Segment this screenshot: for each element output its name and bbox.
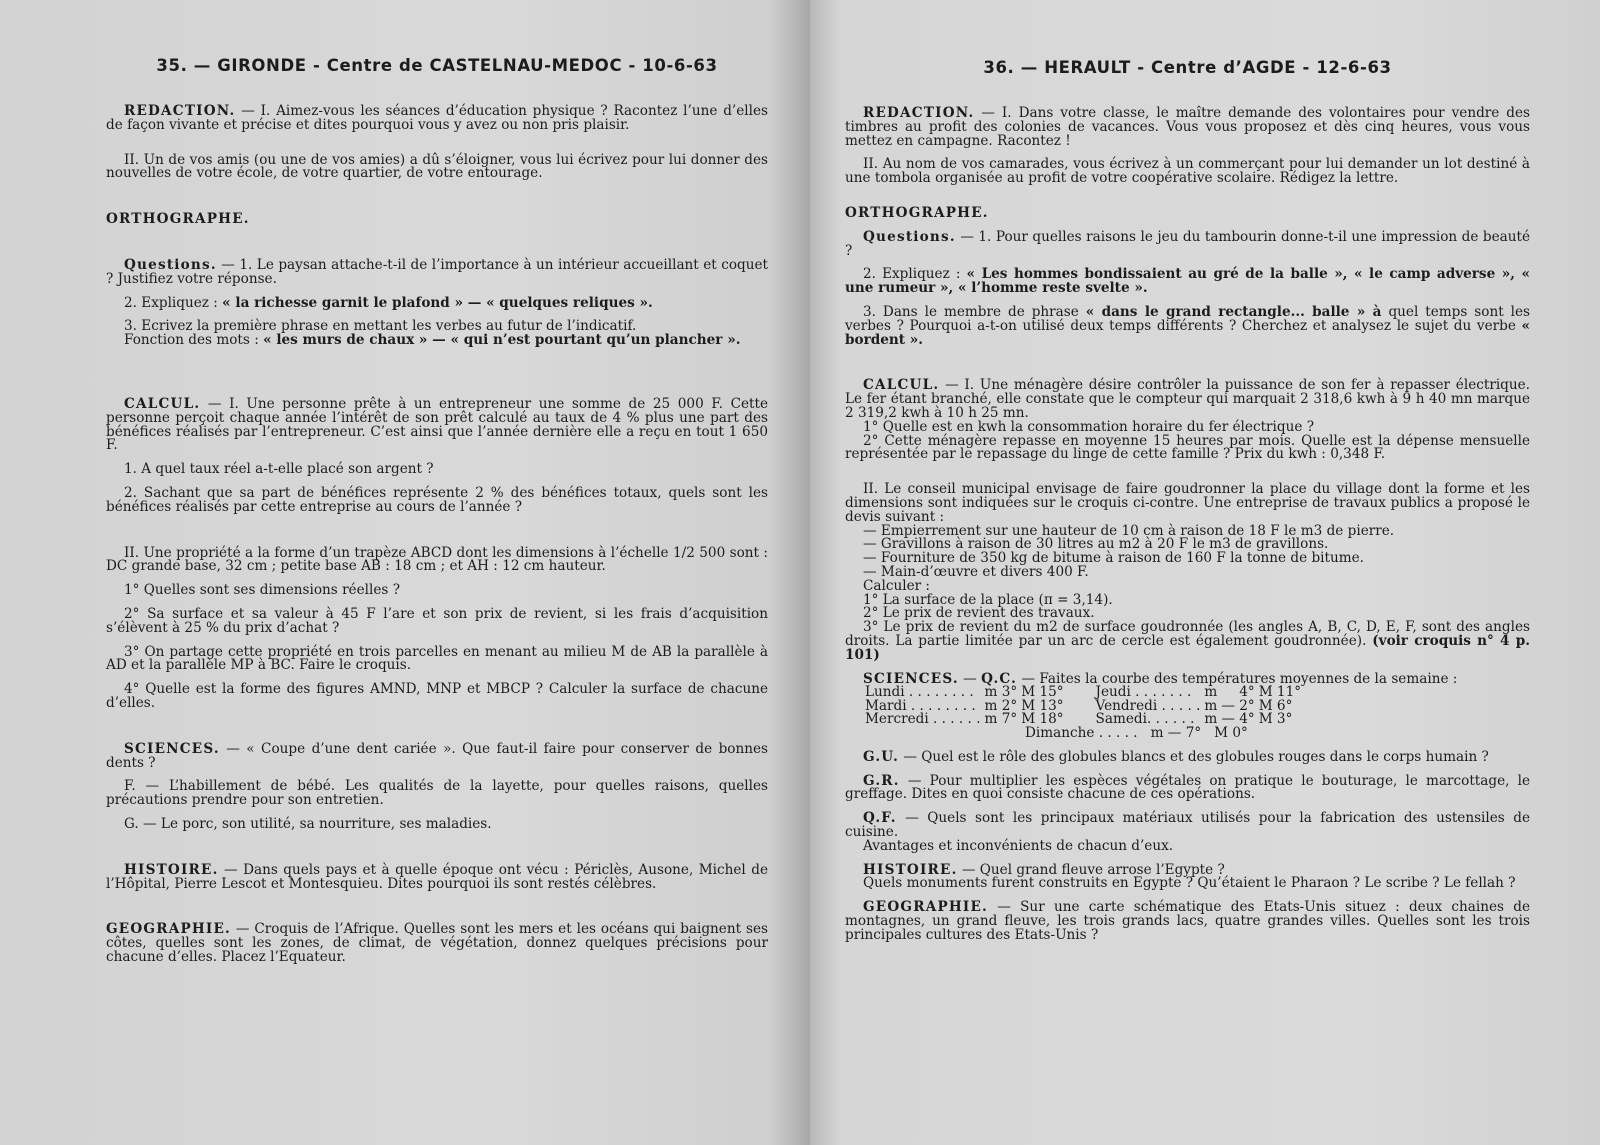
left-calcul-2-q4: 4° Quelle est la forme des figures AMND, MNP et MBCP ? Calculer la surface de chacune d’elles. bbox=[106, 681, 768, 711]
left-redaction-2: II. Un de vos amis (ou une de vos amies) a dû s’éloigner, vous lui écrivez pour lui donner des nouvelles de votre école, de votre quartier, de votre entourage. bbox=[106, 151, 768, 182]
temperature-row: Mercredi . . . . . . m 7° M 18° Samedi. . . . . . m — 4° M 3° bbox=[865, 711, 1293, 728]
left-question-1: Questions. — 1. Le paysan attache-t-il de l’importance à un intérieur accueillant et coquet ? Justifiez votre réponse. bbox=[106, 256, 768, 287]
left-page-header: 35. — GIRONDE - Centre de CASTELNAU-MEDOC - 10-6-63 bbox=[156, 56, 718, 75]
temperature-table bbox=[863, 686, 1303, 727]
right-histoire-2: Quels monuments furent construits en Egypte ? Qu’étaient le Pharaon ? Le scribe ? Le fellah ? bbox=[863, 875, 1516, 892]
right-page-header: 36. — HERAULT - Centre d’AGDE - 12-6-63 bbox=[983, 58, 1392, 77]
right-calcul-1-q2: 2° Cette ménagère repasse en moyenne 15 heures par mois. Quelle est la dépense mensuelle représentée par le repassage du linge de cette famille ? Prix du kwh : 0,348 F. bbox=[845, 432, 1530, 463]
right-question-1: Questions. — 1. Pour quelles raisons le jeu du tambourin donne-t-il une impression de beauté ? bbox=[845, 228, 1530, 259]
left-question-2: 2. Expliquez : « la richesse garnit le plafond » — « quelques reliques ». bbox=[124, 294, 653, 311]
right-gr: G.R. — Pour multiplier les espèces végétales on pratique le bouturage, le marcottage, le greffage. Dites en quoi consiste chacune de ces opérations. bbox=[845, 772, 1530, 803]
right-calcul-2-l4: — Main-d’œuvre et divers 400 F. bbox=[863, 563, 1089, 580]
right-calcul-2-l3: — Fourniture de 350 kg de bitume à raison de 160 F la tonne de bitume. bbox=[863, 550, 1364, 567]
left-redaction-title: REDACTION. bbox=[124, 103, 236, 119]
left-sciences-f: F. — L’habillement de bébé. Les qualités de la layette, pour quelles raisons, quelles précautions prendre pour son entretien. bbox=[106, 778, 768, 809]
left-question-4: Fonction des mots : « les murs de chaux » — « qui n’est pourtant qu’un plancher ». bbox=[124, 332, 741, 349]
left-sciences-g: G. — Le porc, son utilité, sa nourriture, ses maladies. bbox=[124, 815, 492, 832]
left-sciences: SCIENCES. — « Coupe d’une dent cariée ». Que faut-il faire pour conserver de bonnes dents ? bbox=[106, 740, 768, 771]
right-calcul-2: II. Le conseil municipal envisage de faire goudronner la place du village dont la forme et les dimensions sont indiquées sur le croquis ci-contre. Une entreprise de travaux publics a proposé le devis suivant : bbox=[845, 481, 1530, 525]
left-calcul-1: CALCUL. — I. Une personne prête à un entrepreneur une somme de 25 000 F. Cette personne perçoit chaque année l’intérêt de son prêt calculé au taux de 4 % plus une part des bénéfices réalisés par l’entrepreneur. C’est ainsi que l’année dernière elle a reçu en tout 1 650 F. bbox=[106, 395, 768, 454]
right-ortho-title: ORTHOGRAPHE. bbox=[845, 204, 989, 221]
right-calcul-2-l1: — Empierrement sur une hauteur de 10 cm à raison de 18 F le m3 de pierre. bbox=[863, 522, 1395, 539]
right-redaction-2: II. Au nom de vos camarades, vous écrivez à un commerçant pour lui demander un lot destiné à une tombola organisée au profit de votre coopérative scolaire. Rédigez la lettre. bbox=[845, 156, 1530, 187]
right-calcul-2-q3: 3° Le prix de revient du m2 de surface goudronnée (les angles A, B, C, D, E, F, sont des angles droits. La partie limitée par un arc de cercle est également goudronnée). (voir croquis n° 4 p. 101) bbox=[845, 619, 1530, 663]
right-sciences: SCIENCES. — Q.C. — Faites la courbe des températures moyennes de la semaine : bbox=[863, 670, 1458, 687]
right-gu: G.U. — Quel est le rôle des globules blancs et des globules rouges dans le corps humain ? bbox=[863, 748, 1489, 765]
left-calcul-2-q3: 3° On partage cette propriété en trois parcelles en menant au milieu M de AB la parallèle à AD et la parallèle MP à BC. Faire le croquis. bbox=[106, 643, 768, 674]
left-calcul-1-q2: 2. Sachant que sa part de bénéfices représente 2 % des bénéfices totaux, quels sont les bénéfices réalisés par cette entreprise au cours de l’année ? bbox=[106, 484, 768, 515]
left-calcul-2: II. Une propriété a la forme d’un trapèze ABCD dont les dimensions à l’échelle 1/2 500 sont : DC grande base, 32 cm ; petite base AB : 18 cm ; et AH : 12 cm hauteur. bbox=[106, 544, 768, 575]
right-redaction-1: REDACTION. — I. Dans votre classe, le maître demande des volontaires pour vendre des timbres au profit des colonies de vacances. Vous vous proposez et dès cinq heures, vous vous mettez en campagne. Racontez ! bbox=[845, 105, 1530, 149]
right-qf-2: Avantages et inconvénients de chacun d’eux. bbox=[863, 837, 1174, 854]
right-geographie: GEOGRAPHIE. — Sur une carte schématique des Etats-Unis situez : deux chaines de montagnes, un grand fleuve, les trois grands lacs, quatre grandes villes. Quelles sont les trois principales cultures des Etats-Unis ? bbox=[845, 899, 1530, 943]
left-calcul-2-q2: 2° Sa surface et sa valeur à 45 F l’are et son prix de revient, si les frais d’acquisition s’élèvent à 25 % du prix d’achat ? bbox=[106, 605, 768, 636]
temperature-dimanche: Dimanche . . . . . m — 7° M 0° bbox=[1025, 725, 1248, 742]
right-histoire: HISTOIRE. — Quel grand fleuve arrose l’Egypte ? bbox=[863, 861, 1225, 878]
left-histoire: HISTOIRE. — Dans quels pays et à quelle époque ont vécu : Périclès, Ausone, Michel de l’Hôpital, Pierre Lescot et Montesquieu. Dites pourquoi ils sont restés célèbres. bbox=[106, 861, 768, 892]
right-page bbox=[810, 0, 1600, 1145]
left-question-3: 3. Ecrivez la première phrase en mettant les verbes au futur de l’indicatif. bbox=[124, 318, 637, 335]
temperature-row: Lundi . . . . . . . . m 3° M 15° Jeudi . . . . . . . m 4° M 11° bbox=[865, 684, 1302, 701]
temperature-row: Mardi . . . . . . . . m 2° M 13° Vendredi . . . . . m — 2° M 6° bbox=[865, 697, 1293, 714]
left-redaction-1: REDACTION. — I. Aimez-vous les séances d’éducation physique ? Racontez l’une d’elles de façon vivante et précise et dites pourquoi vous y avez ou non pris plaisir. bbox=[106, 103, 768, 133]
left-ortho-title: ORTHOGRAPHE. bbox=[106, 211, 250, 228]
right-calcul-1-q1: 1° Quelle est en kwh la consommation horaire du fer électrique ? bbox=[863, 418, 1314, 435]
left-calcul-2-q1: 1° Quelles sont ses dimensions réelles ? bbox=[124, 582, 400, 599]
right-calcul-2-q2: 2° Le prix de revient des travaux. bbox=[863, 605, 1095, 622]
right-question-2: 2. Expliquez : « Les hommes bondissaient au gré de la balle », « le camp adverse », « une rumeur », « l’homme reste svelte ». bbox=[845, 266, 1530, 297]
left-geographie: GEOGRAPHIE. — Croquis de l’Afrique. Quelles sont les mers et les océans qui baignent ses côtes, quelles sont les zones, de climat, de végétation, donnez quelques précisions pour chacune d’elles. Placez l’Equateur. bbox=[106, 921, 768, 965]
right-calcul-2-l2: — Gravillons à raison de 30 litres au m2 à 20 F le m3 de gravillons. bbox=[863, 536, 1329, 553]
right-calcul-1: CALCUL. — I. Une ménagère désire contrôler la puissance de son fer à repasser électrique. Le fer étant branché, elle constate que le compteur qui marquait 2 318,6 kwh à 9 h 40 mn marque 2 319,2 kwh à 10 h 25 mn. bbox=[845, 377, 1530, 421]
right-question-3: 3. Dans le membre de phrase « dans le grand rectangle... balle » à quel temps sont les verbes ? Pourquoi a-t-on utilisé deux temps différents ? Cherchez et analysez le sujet du verbe « bordent ». bbox=[845, 303, 1530, 348]
right-calcul-2-calc: Calculer : bbox=[863, 577, 931, 594]
left-calcul-1-q1: 1. A quel taux réel a-t-elle placé son argent ? bbox=[124, 461, 434, 478]
right-calcul-2-q1: 1° La surface de la place (π = 3,14). bbox=[863, 591, 1113, 608]
right-qf: Q.F. — Quels sont les principaux matériaux utilisés pour la fabrication des ustensiles de cuisine. bbox=[845, 810, 1530, 841]
